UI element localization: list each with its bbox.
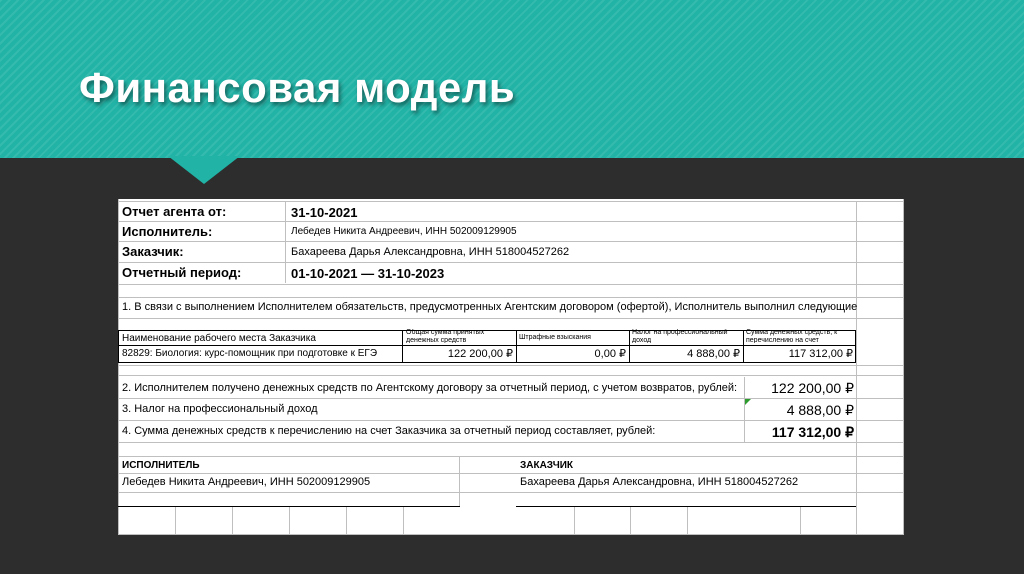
table-header-penalties: Штрафные взыскания [519,334,591,341]
grid-line [856,201,857,535]
item2-text: 2. Исполнителем получено денежных средств по Агентскому договору за отчетный период, с учетом возвратов, рублей: [122,382,738,394]
item3-value: 4 888,00 ₽ [786,402,854,418]
customer-value: Бахареева Дарья Александровна, ИНН 518004527262 [291,246,570,258]
grid-line [118,284,904,285]
signature-line [516,506,856,507]
executor-label: Исполнитель: [122,224,213,239]
grid-line [118,318,904,319]
customer-name: Бахареева Дарья Александровна, ИНН 518004527262 [520,476,799,488]
customer-label: Заказчик: [122,244,184,259]
grid-line [118,221,904,222]
customer-heading: ЗАКАЗЧИК [520,460,574,471]
slide-title: Финансовая модель [79,64,516,111]
period-label: Отчетный период: [122,265,242,280]
agent-report-date: 31-10-2021 [291,205,358,220]
grid-line [118,201,904,202]
banner-notch [168,156,240,184]
grid-line [403,507,404,535]
agent-report-label: Отчет агента от: [122,204,227,219]
table-cell-tax: 4 888,00 ₽ [687,348,740,360]
grid-line [118,375,904,376]
grid-line [118,398,904,399]
grid-line [687,507,688,535]
table-header-transfer: Сумма денежных средств, к перечислению на счет [746,329,838,343]
grid-line [459,457,460,507]
grid-line [118,241,904,242]
grid-line [118,297,904,298]
agent-report-sheet [118,199,904,535]
grid-line [800,507,801,535]
grid-line [346,507,347,535]
table-border [118,362,856,363]
period-value: 01-10-2021 — 31-10-2023 [291,266,445,281]
grid-line [118,199,119,535]
item2-value: 122 200,00 ₽ [771,380,854,396]
table-border [118,345,856,346]
executor-heading: ИСПОЛНИТЕЛЬ [122,460,200,471]
table-cell-total: 122 200,00 ₽ [447,348,513,360]
grid-line [118,456,904,457]
grid-line [289,507,290,535]
grid-line [285,201,286,283]
item3-text: 3. Налог на профессиональный доход [122,403,318,415]
item4-value: 117 312,00 ₽ [771,424,854,440]
grid-line [232,507,233,535]
grid-line [118,492,904,493]
table-header-total: Общая сумма принятых денежных средств [406,329,485,343]
table-border [855,330,856,363]
table-header-workplace: Наименование рабочего места Заказчика [122,333,316,344]
table-cell-workplace: 82829: Биология: курс-помощник при подготовке к ЕГЭ [122,348,378,359]
executor-value: Лебедев Никита Андреевич, ИНН 502009129905 [291,226,517,237]
grid-line [118,473,904,474]
executor-name: Лебедев Никита Андреевич, ИНН 502009129905 [122,476,371,488]
table-cell-transfer: 117 312,00 ₽ [788,348,853,360]
signature-line [118,506,460,507]
table-cell-penalties: 0,00 ₽ [594,348,626,360]
item4-text: 4. Сумма денежных средств к перечислению на счет Заказчика за отчетный период составляет, рублей: [122,425,656,437]
grid-line [118,262,904,263]
grid-line [118,365,904,366]
table-border [118,330,119,363]
grid-line [118,442,904,443]
item1-text: 1. В связи с выполнением Исполнителем обязательств, предусмотренных Агентским договором (офертой), Исполнитель выполнил следующие [122,301,858,313]
table-header-tax: Налог на профессиональный доход [632,329,728,343]
grid-line [574,507,575,535]
grid-line [175,507,176,535]
grid-line [118,420,904,421]
grid-line [118,534,904,535]
grid-line [903,199,904,535]
grid-line [630,507,631,535]
